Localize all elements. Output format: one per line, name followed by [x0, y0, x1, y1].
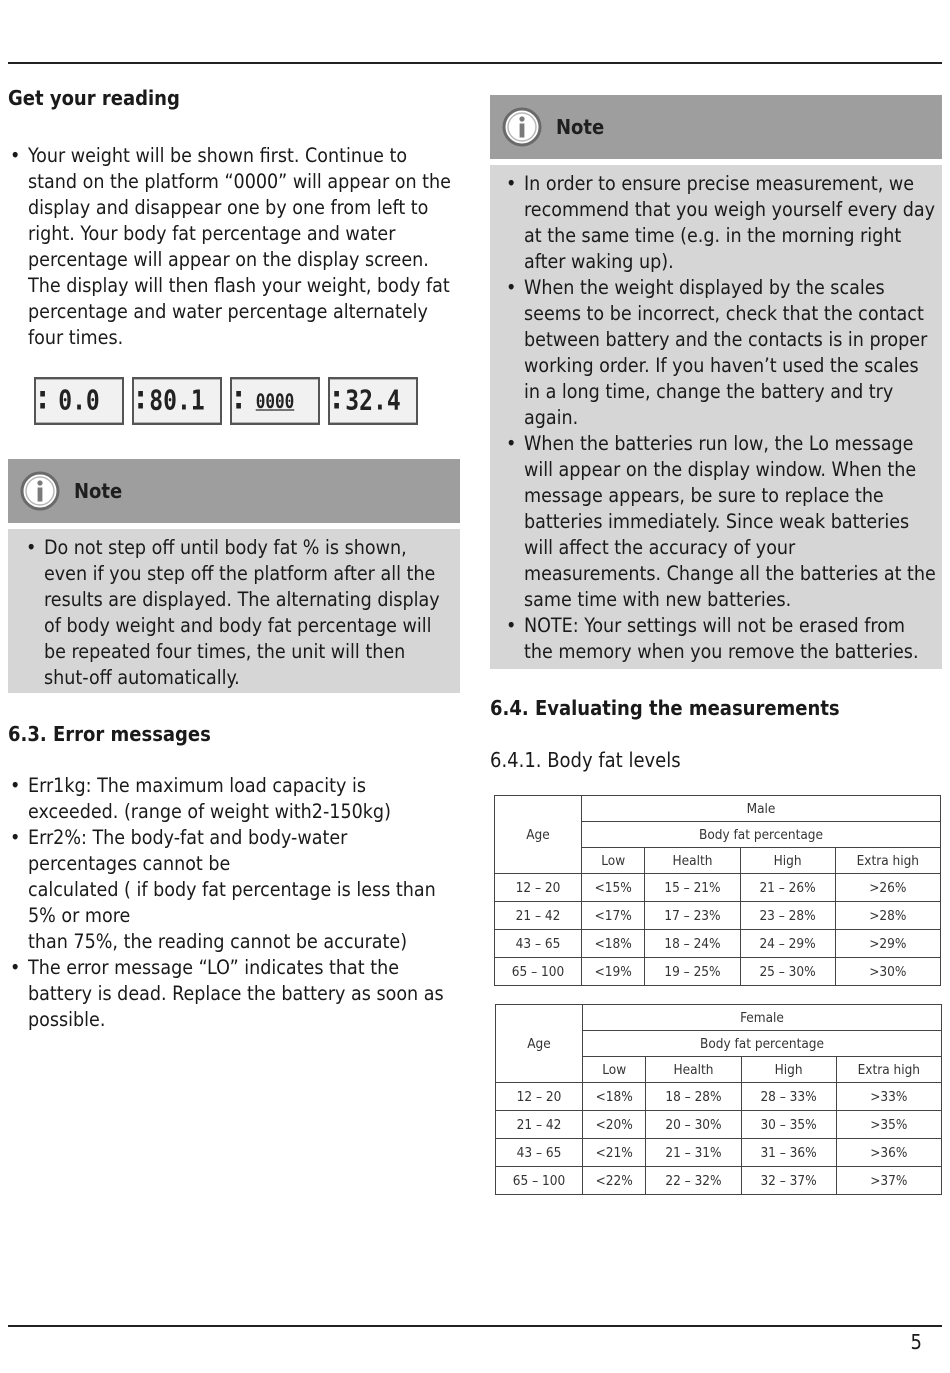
- table-cell: <21%: [583, 1139, 646, 1167]
- table-cell: >35%: [836, 1111, 941, 1139]
- reading-bullet: • Your weight will be shown first. Continue to stand on the platform “0000” will appear on the display and disappear one by one from left to right. Your body fat percentage and water percentage will appear on the display screen. The display will then flash your weight, body fat percentage and water percentage alternately four times.: [8, 143, 460, 351]
- table-cell: >36%: [836, 1139, 941, 1167]
- column-header: Health: [646, 1057, 741, 1083]
- note-box-right: [490, 95, 942, 669]
- table-cell: <18%: [583, 1083, 646, 1111]
- table-cell: >26%: [835, 874, 940, 902]
- table-cell: >33%: [836, 1083, 941, 1111]
- error-list: [8, 773, 460, 1033]
- table-cell: 21 – 42: [495, 902, 582, 930]
- table-row: [496, 1083, 942, 1111]
- table-cell: 17 – 23%: [645, 902, 740, 930]
- note-item: • In order to ensure precise measurement, we recommend that you weigh yourself every day at the same time (e.g. in the morning right after waking up).: [504, 171, 936, 275]
- table-cell: >37%: [836, 1167, 941, 1195]
- table-cell: 18 – 28%: [646, 1083, 741, 1111]
- table-cell: 30 – 35%: [741, 1111, 836, 1139]
- group-header: Male: [582, 796, 941, 822]
- error-item: • Err1kg: The maximum load capacity is exceeded. (range of weight with2-150kg): [8, 773, 460, 825]
- table-cell: 32 – 37%: [741, 1167, 836, 1195]
- table-cell: 23 – 28%: [740, 902, 835, 930]
- evaluating-heading: 6.4. Evaluating the measurements: [490, 696, 840, 720]
- note-item: • When the weight displayed by the scales seems to be incorrect, check that the contact between battery and the contacts is in proper working order. If you haven’t used the scales in a long time, change the battery and try again.: [504, 275, 936, 431]
- table-cell: >30%: [835, 958, 940, 986]
- info-icon: [20, 471, 60, 511]
- age-header: Age: [496, 1005, 583, 1083]
- top-rule: [8, 62, 942, 64]
- table-cell: <19%: [582, 958, 645, 986]
- table-cell: 65 – 100: [495, 958, 582, 986]
- table-cell: 24 – 29%: [740, 930, 835, 958]
- note-header: [490, 95, 942, 159]
- table-cell: 12 – 20: [496, 1083, 583, 1111]
- table-cell: 12 – 20: [495, 874, 582, 902]
- get-reading-heading: Get your reading: [8, 86, 180, 110]
- table-cell: 19 – 25%: [645, 958, 740, 986]
- male-body-fat-table: [494, 795, 941, 986]
- page-number: 5: [910, 1330, 922, 1354]
- age-header: Age: [495, 796, 582, 874]
- table-row: [496, 1167, 942, 1195]
- column-header: Low: [582, 848, 645, 874]
- note-item: • When the batteries run low, the Lo message will appear on the display window. When the message appears, be sure to replace the batteries immediately. Since weak batteries will affect the accuracy of your measurements. Change all the batteries at the same time with new batteries.: [504, 431, 936, 613]
- column-header: Low: [583, 1057, 646, 1083]
- info-icon: [502, 107, 542, 147]
- table-row: [496, 1111, 942, 1139]
- table-cell: <20%: [583, 1111, 646, 1139]
- note-header: [8, 459, 460, 523]
- table-cell: 21 – 26%: [740, 874, 835, 902]
- female-body-fat-table: [495, 1004, 942, 1195]
- table-cell: 43 – 65: [495, 930, 582, 958]
- note-text: • Do not step off until body fat % is shown, even if you step off the platform after all the results are displayed. The alternating display of body weight and body fat percentage will be repeated four times, the unit will then shut-off automatically.: [24, 535, 450, 691]
- lcd-bodyfat-display: ▪ ▪ 80.1: [132, 377, 222, 425]
- lcd-countdown-display: ▪ ▪ 0000: [230, 377, 320, 425]
- table-row: [495, 874, 941, 902]
- table-row: [495, 958, 941, 986]
- error-item: • The error message “LO” indicates that the battery is dead. Replace the battery as soon as possible.: [8, 955, 460, 1033]
- note-box-left: [8, 459, 460, 693]
- table-cell: 65 – 100: [496, 1167, 583, 1195]
- table-cell: 28 – 33%: [741, 1083, 836, 1111]
- column-header: High: [740, 848, 835, 874]
- table-cell: 22 – 32%: [646, 1167, 741, 1195]
- table-row: [495, 902, 941, 930]
- right-column: [490, 95, 942, 1195]
- table-cell: 31 – 36%: [741, 1139, 836, 1167]
- table-row: [496, 1139, 942, 1167]
- body-fat-levels-subheading: 6.4.1. Body fat levels: [490, 748, 681, 772]
- subheader: Body fat percentage: [582, 822, 941, 848]
- error-messages-heading: 6.3. Error messages: [8, 722, 211, 746]
- column-header: Extra high: [835, 848, 940, 874]
- error-item: • Err2%: The body-fat and body-water percentages cannot be calculated ( if body fat percentage is less than 5% or more than 75%, the reading cannot be accurate): [8, 825, 460, 955]
- table-cell: 21 – 42: [496, 1111, 583, 1139]
- table-cell: <15%: [582, 874, 645, 902]
- table-cell: 15 – 21%: [645, 874, 740, 902]
- lcd-weight-display: ▪ ▪ 0.0: [34, 377, 124, 425]
- table-cell: 43 – 65: [496, 1139, 583, 1167]
- column-header: Health: [645, 848, 740, 874]
- bottom-rule: [8, 1325, 942, 1327]
- table-cell: >29%: [835, 930, 940, 958]
- reading-list: [8, 143, 460, 351]
- note-item: • NOTE: Your settings will not be erased from the memory when you remove the batteries.: [504, 613, 936, 665]
- subheader: Body fat percentage: [583, 1031, 942, 1057]
- note-title: Note: [556, 115, 605, 139]
- note-body: [8, 529, 460, 693]
- table-cell: 20 – 30%: [646, 1111, 741, 1139]
- table-cell: 25 – 30%: [740, 958, 835, 986]
- group-header: Female: [583, 1005, 942, 1031]
- left-column: [8, 85, 460, 1033]
- display-examples: [34, 381, 460, 421]
- table-cell: 18 – 24%: [645, 930, 740, 958]
- table-cell: <18%: [582, 930, 645, 958]
- column-header: High: [741, 1057, 836, 1083]
- note-body: [490, 165, 942, 669]
- table-row: [495, 930, 941, 958]
- lcd-water-display: ▪ ▪ 32.4: [328, 377, 418, 425]
- column-header: Extra high: [836, 1057, 941, 1083]
- table-cell: >28%: [835, 902, 940, 930]
- table-cell: <17%: [582, 902, 645, 930]
- table-cell: <22%: [583, 1167, 646, 1195]
- note-title: Note: [74, 479, 123, 503]
- table-cell: 21 – 31%: [646, 1139, 741, 1167]
